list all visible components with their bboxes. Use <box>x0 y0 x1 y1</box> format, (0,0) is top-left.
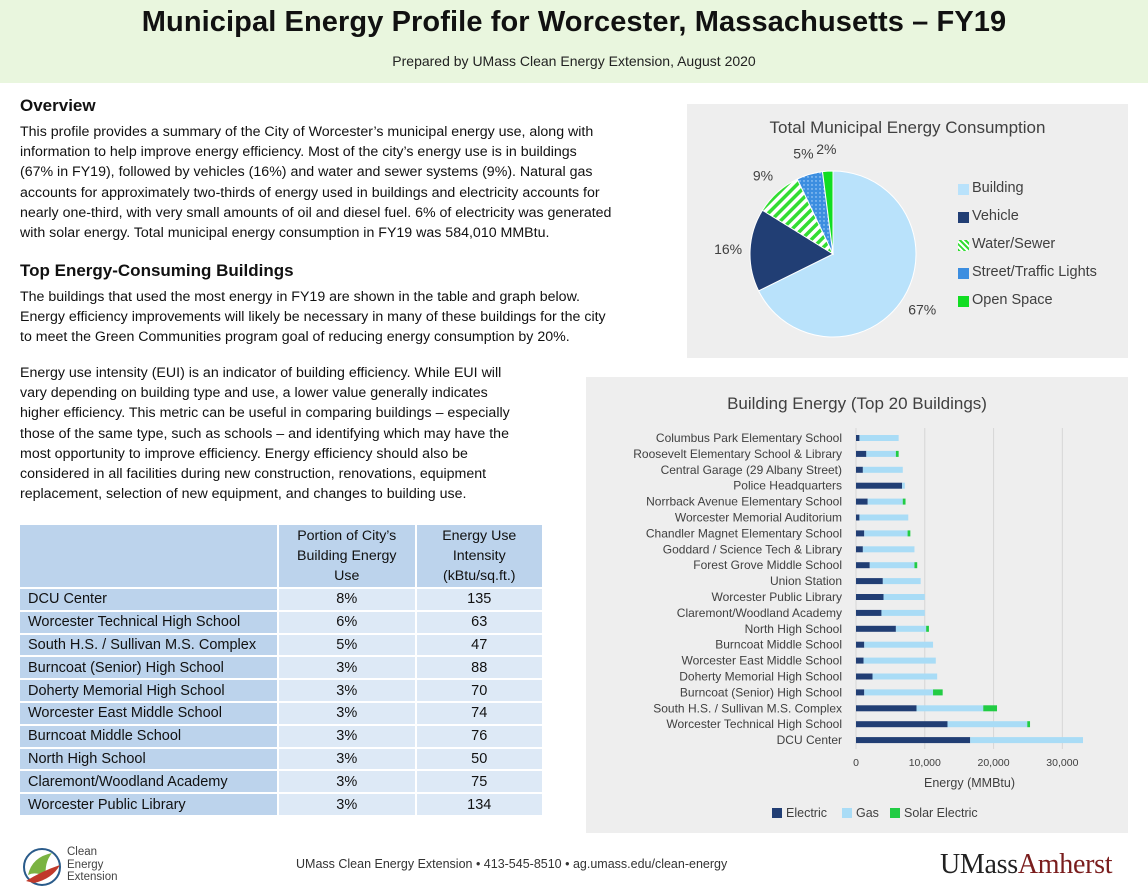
y-category-label: Worcester East Middle School <box>681 653 842 668</box>
legend-label-open-space: Open Space <box>972 292 1053 308</box>
bar-segment-gas <box>902 483 905 489</box>
legend-label: Gas <box>856 806 879 820</box>
x-tick-label: 10,000 <box>908 757 941 769</box>
table-row <box>20 726 542 747</box>
table-row <box>20 680 542 701</box>
building-name-cell: Burncoat Middle School <box>20 726 277 747</box>
bar-segment-solar-electric <box>926 626 929 632</box>
legend-swatch <box>890 808 900 818</box>
overview-line: accounts for approximately two-thirds of energy used in buildings and electricity accounts for <box>20 184 600 201</box>
header-text: Intensity <box>452 548 506 564</box>
building-name-cell: Claremont/Woodland Academy <box>20 771 277 792</box>
bar-segment-electric <box>856 721 947 727</box>
bar-segment-electric <box>856 451 866 457</box>
y-category-label: Burncoat (Senior) High School <box>679 685 842 700</box>
clean-energy-logo-text <box>67 846 118 884</box>
table-row <box>20 612 542 633</box>
portion-cell: 3% <box>277 703 415 724</box>
bar-segment-solar-electric <box>933 689 943 695</box>
bar-chart <box>586 377 1128 833</box>
bar-segment-solar-electric <box>896 451 899 457</box>
y-category-label: Central Garage (29 Albany Street) <box>660 462 842 477</box>
building-name-cell: Doherty Memorial High School <box>20 680 277 701</box>
portion-cell: 8% <box>277 589 415 610</box>
building-name-cell: Worcester Public Library <box>20 794 277 815</box>
portion-cell: 3% <box>277 657 415 678</box>
logo-line: Clean <box>67 846 98 858</box>
clean-energy-logo <box>22 845 66 887</box>
overview-line: (67% in FY19), followed by vehicles (16%) and water and sewer systems (9%). Natural gas <box>20 164 593 181</box>
header-text: Use <box>334 568 360 584</box>
table-row <box>20 749 542 770</box>
y-category-label: Burncoat Middle School <box>715 637 842 652</box>
table-header-portion <box>277 525 415 587</box>
eui-line: Energy use intensity (EUI) is an indicator of building efficiency. While EUI will <box>20 365 502 381</box>
bar-segment-solar-electric <box>903 499 906 505</box>
legend-swatch-street-lights <box>958 268 969 279</box>
eui-cell: 70 <box>415 680 543 701</box>
pie-data-label: 9% <box>752 167 774 184</box>
portion-cell: 3% <box>277 749 415 770</box>
top-buildings-line: Energy efficiency improvements will likely be necessary in many of these buildings for the city <box>20 309 606 326</box>
y-category-label: North High School <box>744 621 842 636</box>
x-tick-label: 30,000 <box>1046 757 1079 769</box>
bar-segment-electric <box>856 546 863 552</box>
header-text: Portion of City’s <box>297 528 397 544</box>
bar-segment-gas <box>970 737 1083 743</box>
table-row <box>20 703 542 724</box>
bar-segment-gas <box>866 451 896 457</box>
overview-paragraph <box>20 122 680 243</box>
header-text: (kBtu/sq.ft.) <box>442 568 516 584</box>
bar-segment-electric <box>856 689 864 695</box>
y-category-label: Goddard / Science Tech & Library <box>662 542 842 557</box>
table-row <box>20 657 542 678</box>
legend-label: Solar Electric <box>904 806 978 820</box>
y-category-label: Police Headquarters <box>733 478 842 493</box>
bar-segment-electric <box>856 483 902 489</box>
bar-segment-gas <box>870 562 915 568</box>
bar-segment-electric <box>856 737 970 743</box>
eui-cell: 75 <box>415 771 543 792</box>
bar-segment-solar-electric <box>1027 721 1030 727</box>
legend-swatch <box>772 808 782 818</box>
y-category-label: Worcester Memorial Auditorium <box>674 510 842 525</box>
bar-segment-electric <box>856 530 864 536</box>
pie-data-label: 67% <box>908 301 937 318</box>
pie-data-label: 2% <box>816 141 837 158</box>
eui-cell: 134 <box>415 794 543 815</box>
eui-paragraph <box>20 363 580 504</box>
y-category-label: Doherty Memorial High School <box>679 669 842 684</box>
umass-wordmark: UMass <box>940 849 1018 880</box>
y-category-label: Forest Grove Middle School <box>693 558 842 573</box>
portion-cell: 6% <box>277 612 415 633</box>
x-axis-title: Energy (MMBtu) <box>924 776 1015 790</box>
y-category-label: Columbus Park Elementary School <box>655 431 842 445</box>
legend-swatch-vehicle <box>958 212 969 223</box>
bar-segment-electric <box>856 658 864 664</box>
bar-segment-electric <box>856 515 859 521</box>
legend-label: Electric <box>786 806 827 820</box>
table-row <box>20 794 542 815</box>
eui-cell: 135 <box>415 589 543 610</box>
pie-data-label: 16% <box>714 241 743 258</box>
eui-line: vary depending on building type and use, a lower value generally indicates <box>20 385 488 402</box>
page-subtitle: Prepared by UMass Clean Energy Extension, August 2020 <box>392 53 756 69</box>
building-name-cell: Worcester Technical High School <box>20 612 277 633</box>
table-row <box>20 771 542 792</box>
eui-line: higher efficiency. This metric can be useful in comparing buildings – especially <box>20 405 510 422</box>
top-buildings-paragraph <box>20 287 680 348</box>
y-category-label: Norrback Avenue Elementary School <box>646 494 842 509</box>
bar-segment-gas <box>864 658 936 664</box>
bar-segment-electric <box>856 626 896 632</box>
eui-cell: 74 <box>415 703 543 724</box>
logo-line: Energy <box>67 858 104 871</box>
portion-cell: 3% <box>277 726 415 747</box>
y-category-label: DCU Center <box>776 733 842 748</box>
bar-segment-electric <box>856 674 873 680</box>
pie-chart-title: Total Municipal Energy Consumption <box>769 118 1046 137</box>
eui-cell: 88 <box>415 657 543 678</box>
bar-segment-gas <box>873 674 938 680</box>
table-header-name <box>20 525 277 587</box>
page-header <box>0 0 1148 83</box>
legend-label-street-lights: Street/Traffic Lights <box>972 264 1097 280</box>
y-category-label: Union Station <box>769 574 842 589</box>
bar-segment-gas <box>947 721 1027 727</box>
bar-segment-electric <box>856 705 917 711</box>
eui-cell: 76 <box>415 726 543 747</box>
bar-segment-gas <box>864 689 933 695</box>
bar-segment-electric <box>856 562 870 568</box>
bar-segment-electric <box>856 467 863 473</box>
bar-segment-electric <box>856 594 884 600</box>
pie-data-label: 5% <box>793 145 814 162</box>
bar-segment-gas <box>884 594 925 600</box>
building-name-cell: DCU Center <box>20 589 277 610</box>
eui-line: those of the same type, such as schools – and identifying which may have the <box>20 425 509 442</box>
y-category-label: South H.S. / Sullivan M.S. Complex <box>653 701 842 716</box>
bar-chart-title: Building Energy (Top 20 Buildings) <box>727 394 987 413</box>
bar-segment-electric <box>856 435 859 441</box>
bar-segment-gas <box>917 705 984 711</box>
eui-line: replacement, selection of new equipment, and changes to building use. <box>20 486 467 503</box>
overview-line: with solar energy. Total municipal energy consumption in FY19 was 584,010 MMBtu. <box>20 225 550 242</box>
building-name-cell: Burncoat (Senior) High School <box>20 657 277 678</box>
x-tick-label: 0 <box>853 757 859 769</box>
bar-segment-gas <box>881 610 924 616</box>
legend-swatch-water-sewer <box>958 240 969 251</box>
eui-cell: 50 <box>415 749 543 770</box>
pie-chart-panel <box>687 104 1128 358</box>
building-name-cell: South H.S. / Sullivan M.S. Complex <box>20 635 277 656</box>
table-row <box>20 589 542 610</box>
bar-segment-solar-electric <box>908 530 911 536</box>
footer-contact: UMass Clean Energy Extension • 413-545-8510 • ag.umass.edu/clean-energy <box>296 857 728 871</box>
bar-segment-electric <box>856 642 864 648</box>
x-tick-label: 20,000 <box>977 757 1010 769</box>
bar-segment-electric <box>856 610 881 616</box>
legend-swatch-open-space <box>958 296 969 307</box>
top-buildings-line: to meet the Green Communities program goal of reducing energy consumption by 20%. <box>20 329 570 346</box>
overview-heading: Overview <box>20 96 96 115</box>
bar-segment-gas <box>868 499 903 505</box>
bar-segment-electric <box>856 499 868 505</box>
y-category-label: Roosevelt Elementary School & Library <box>633 446 842 461</box>
page-title: Municipal Energy Profile for Worcester, Massachusetts – FY19 <box>141 6 1007 38</box>
bar-segment-gas <box>863 467 903 473</box>
bar-segment-gas <box>883 578 921 584</box>
bar-segment-gas <box>859 515 908 521</box>
bar-segment-gas <box>859 435 898 441</box>
top-buildings-line: The buildings that used the most energy in FY19 are shown in the table and graph below. <box>20 289 580 305</box>
bar-segment-gas <box>864 642 933 648</box>
bar-segment-electric <box>856 578 883 584</box>
umass-amherst-logo <box>940 849 1112 881</box>
legend-swatch <box>842 808 852 818</box>
legend-swatch-building <box>958 184 969 195</box>
portion-cell: 3% <box>277 680 415 701</box>
y-category-label: Worcester Technical High School <box>666 717 842 732</box>
bar-segment-solar-electric <box>983 705 997 711</box>
overview-line: This profile provides a summary of the City of Worcester’s municipal energy use, along with <box>20 124 594 140</box>
legend-label-vehicle: Vehicle <box>972 208 1019 224</box>
top-buildings-heading: Top Energy-Consuming Buildings <box>20 261 294 280</box>
header-text: Building Energy <box>297 548 397 564</box>
amherst-wordmark: Amherst <box>1017 849 1113 880</box>
legend-label-water-sewer: Water/Sewer <box>972 236 1056 252</box>
table-header-eui <box>415 525 543 587</box>
building-name-cell: North High School <box>20 749 277 770</box>
overview-line: information to help improve energy efficiency. Most of the city’s energy use is in buildings <box>20 144 577 161</box>
pie-chart <box>687 104 1128 358</box>
bar-segment-gas <box>863 546 915 552</box>
eui-line: most opportunity to improve efficiency. Energy efficiency should also be <box>20 445 468 462</box>
bar-chart-panel <box>586 377 1128 833</box>
bar-segment-gas <box>896 626 926 632</box>
eui-cell: 47 <box>415 635 543 656</box>
y-category-label: Claremont/Woodland Academy <box>676 605 842 620</box>
table-row <box>20 635 542 656</box>
y-category-label: Chandler Magnet Elementary School <box>645 526 842 541</box>
eui-table <box>20 523 542 817</box>
header-text: Energy Use <box>442 528 517 544</box>
table-header-row <box>20 525 542 587</box>
bar-segment-solar-electric <box>914 562 917 568</box>
y-category-label: Worcester Public Library <box>711 590 842 604</box>
overview-line: nearly one-third, with very small amounts of oil and diesel fuel. 6% of electricity was generated <box>20 204 612 221</box>
bar-segment-gas <box>864 530 907 536</box>
portion-cell: 3% <box>277 794 415 815</box>
building-name-cell: Worcester East Middle School <box>20 703 277 724</box>
portion-cell: 5% <box>277 635 415 656</box>
portion-cell: 3% <box>277 771 415 792</box>
legend-label-building: Building <box>972 180 1024 196</box>
eui-line: considered in all facilities during new construction, renovations, equipment <box>20 466 487 483</box>
logo-line: Extension <box>67 871 118 883</box>
eui-cell: 63 <box>415 612 543 633</box>
